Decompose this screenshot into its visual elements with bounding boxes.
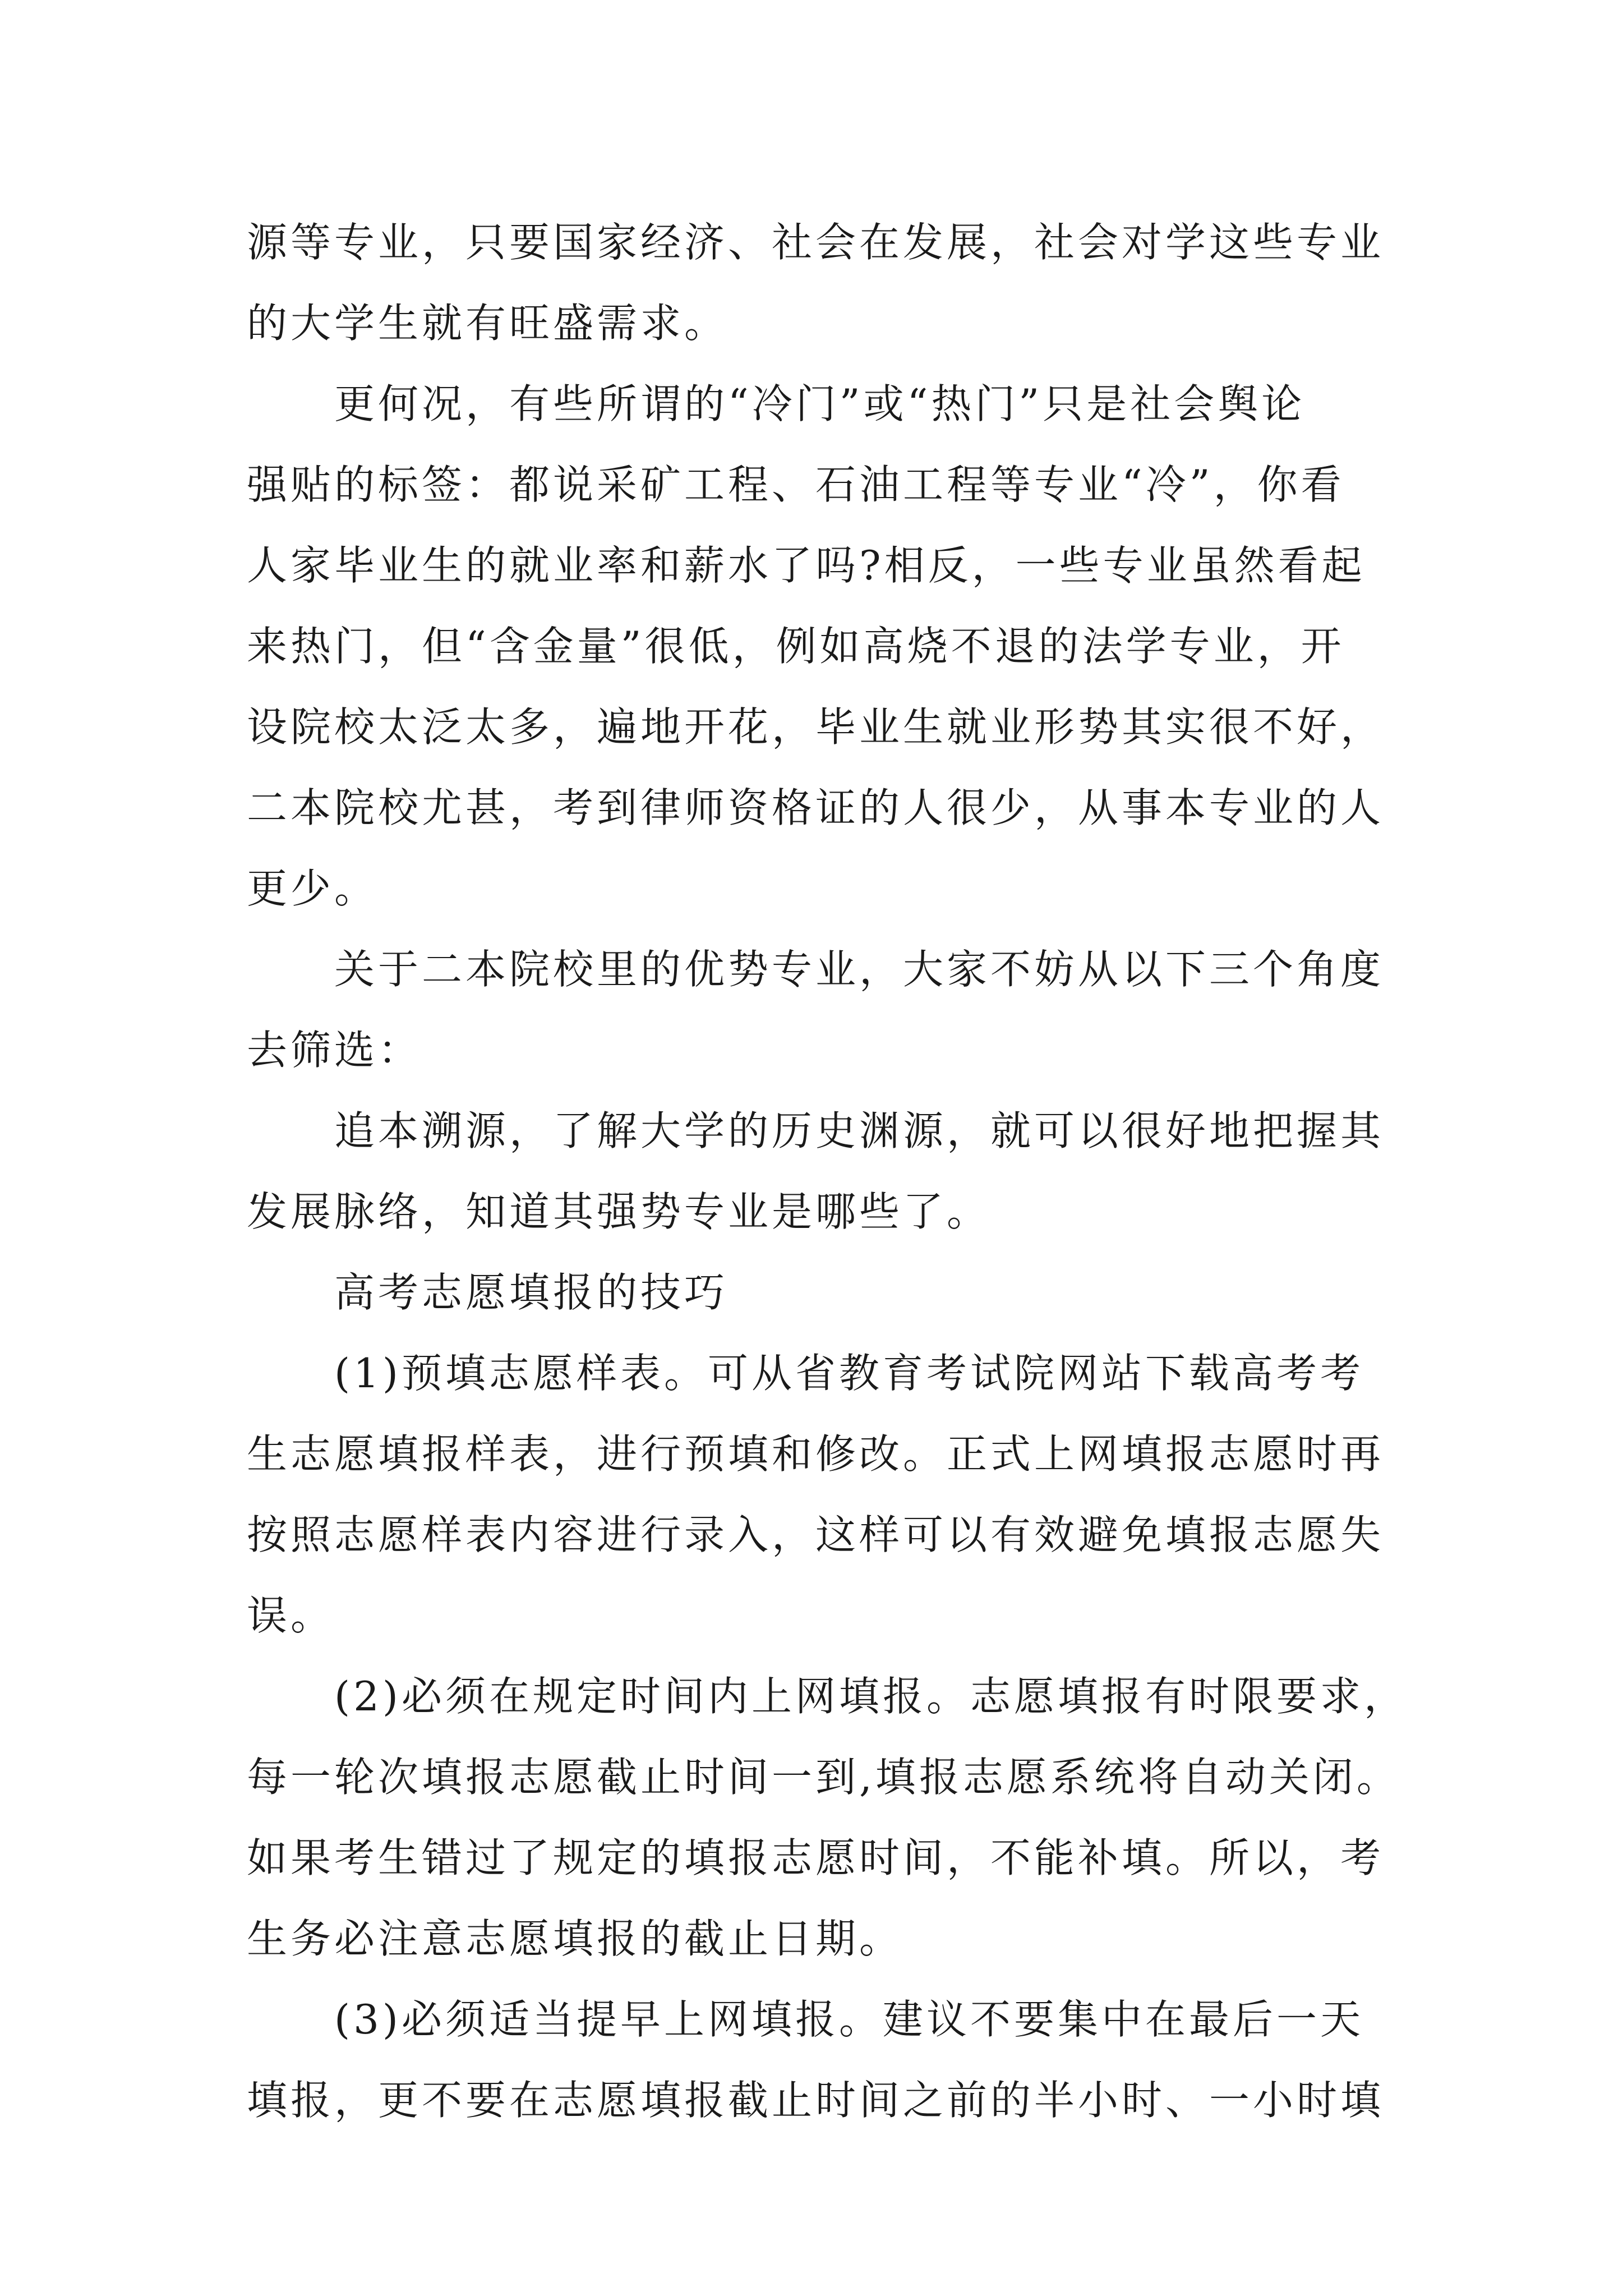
text-line: 二本院校尤甚，考到律师资格证的人很少，从事本专业的人 [247, 784, 1385, 831]
paragraph-2 [247, 364, 1385, 929]
text-line: (2)必须在规定时间内上网填报。志愿填报有时限要求， [334, 1673, 1408, 1720]
text-line: 填报，更不要在志愿填报截止时间之前的半小时、一小时填 [247, 2077, 1385, 2124]
text-line: 追本溯源，了解大学的历史渊源，就可以很好地把握其 [334, 1107, 1385, 1154]
text-line: 源等专业，只要国家经济、社会在发展，社会对学这些专业 [247, 219, 1385, 266]
paragraph-tip-1 [247, 1333, 1385, 1656]
text-line: 去筛选： [247, 1027, 422, 1074]
paragraph-tip-3 [247, 1979, 1385, 2141]
text-line: 如果考生错过了规定的填报志愿时间，不能补填。所以，考 [247, 1834, 1385, 1881]
text-line: 按照志愿样表内容进行录入，这样可以有效避免填报志愿失 [247, 1511, 1385, 1558]
text-line: 的大学生就有旺盛需求。 [247, 300, 728, 347]
text-line: 生务必注意志愿填报的截止日期。 [247, 1915, 903, 1962]
section-heading-text: 高考志愿填报的技巧 [334, 1269, 728, 1316]
paragraph-3 [247, 929, 1385, 1091]
section-heading [247, 1252, 1374, 1333]
paragraph-tip-2 [247, 1656, 1408, 1979]
text-line: (1)预填志愿样表。可从省教育考试院网站下载高考考 [334, 1350, 1364, 1397]
text-line: 发展脉络，知道其强势专业是哪些了。 [247, 1188, 991, 1235]
paragraph-1 [247, 202, 1385, 364]
text-line: 更少。 [247, 865, 379, 912]
text-line: 来热门，但“含金量”很低，例如高烧不退的法学专业，开 [247, 623, 1345, 670]
document-body [247, 202, 1408, 2141]
text-line: 关于二本院校里的优势专业，大家不妨从以下三个角度 [334, 946, 1385, 993]
text-line: 人家毕业生的就业率和薪水了吗?相反，一些专业虽然看起 [247, 542, 1366, 589]
text-line: 生志愿填报样表，进行预填和修改。正式上网填报志愿时再 [247, 1430, 1385, 1478]
text-line: 更何况，有些所谓的“冷门”或“热门”只是社会舆论 [334, 380, 1306, 427]
text-line: 误。 [247, 1592, 335, 1639]
text-line: (3)必须适当提早上网填报。建议不要集中在最后一天 [334, 1996, 1364, 2043]
text-line: 每一轮次填报志愿截止时间一到,填报志愿系统将自动关闭。 [247, 1754, 1400, 1801]
text-line: 强贴的标签：都说采矿工程、石油工程等专业“冷”，你看 [247, 461, 1345, 508]
text-line: 设院校太泛太多，遍地开花，毕业生就业形势其实很不好， [247, 703, 1385, 751]
paragraph-4 [247, 1091, 1385, 1252]
